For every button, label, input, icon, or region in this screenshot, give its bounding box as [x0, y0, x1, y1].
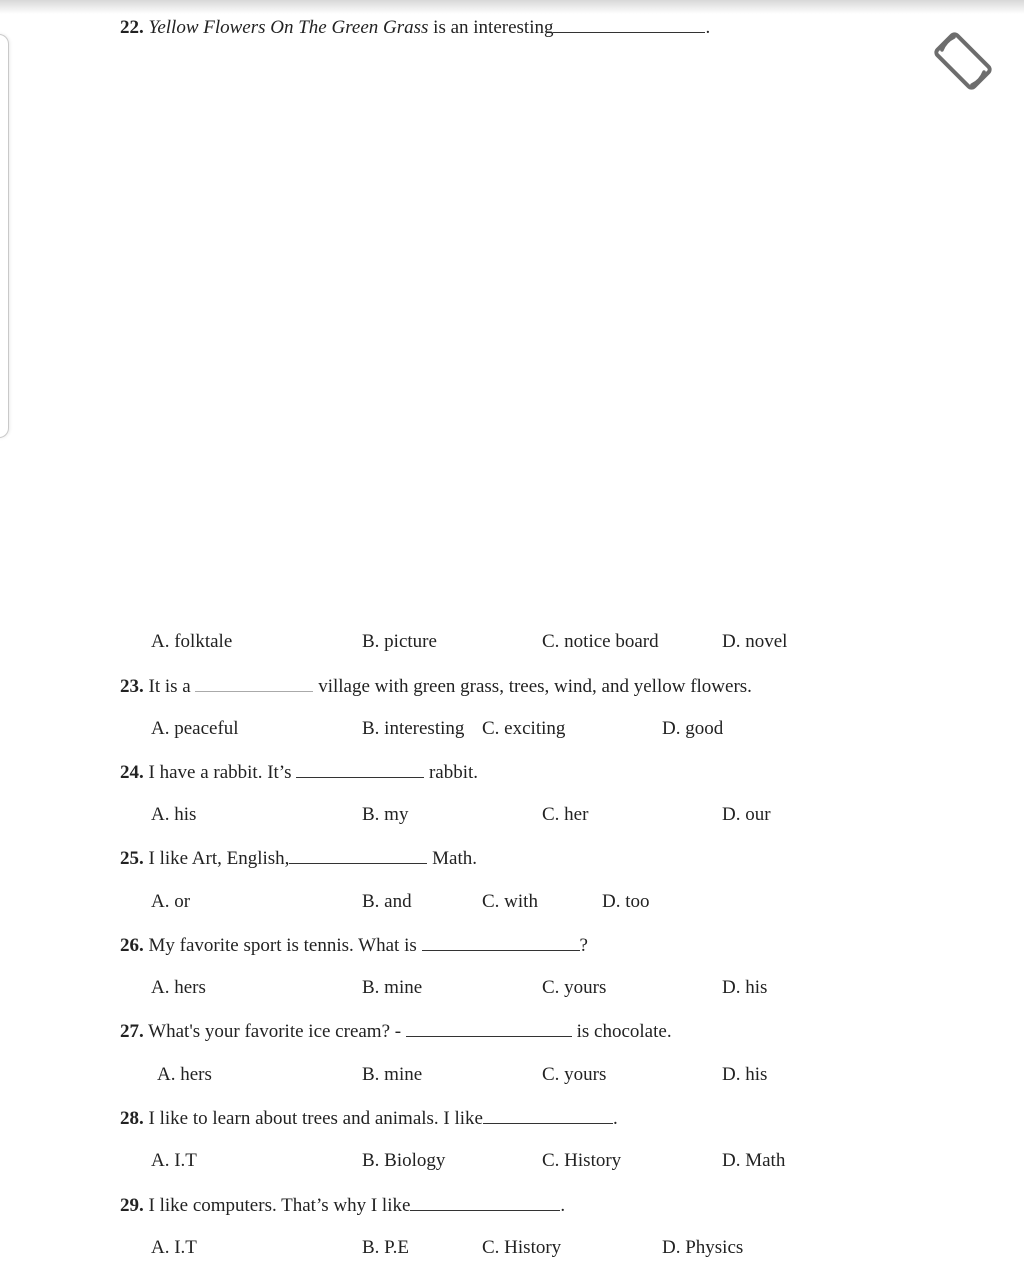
option-b[interactable]: B. mine — [362, 977, 423, 998]
top-shadow — [0, 0, 1024, 14]
option-a[interactable]: A. or — [151, 891, 191, 912]
option-d[interactable]: D. his — [722, 1064, 768, 1085]
question-number: 28. — [120, 1108, 144, 1129]
question-28 — [120, 1106, 618, 1131]
question-number: 25. — [120, 848, 144, 869]
question-23 — [120, 674, 752, 699]
answer-blank — [296, 760, 424, 778]
question-text: My favorite sport is tennis. What is — [148, 935, 417, 956]
question-number: 22. — [120, 17, 144, 38]
answer-blank — [553, 15, 705, 33]
screen-rotate-button[interactable] — [930, 28, 996, 94]
option-a[interactable]: A. I.T — [151, 1237, 197, 1258]
question-number: 23. — [120, 676, 144, 697]
question-text: I like to learn about trees and animals. I like — [148, 1108, 483, 1129]
answer-blank — [410, 1193, 560, 1211]
question-text-end: . — [560, 1195, 566, 1216]
option-b[interactable]: B. and — [362, 891, 412, 912]
option-b[interactable]: B. interesting — [362, 718, 465, 739]
screen-rotate-icon — [930, 28, 996, 94]
option-b[interactable]: B. P.E — [362, 1237, 409, 1258]
question-number: 29. — [120, 1195, 144, 1216]
option-d[interactable]: D. our — [722, 804, 771, 825]
option-a[interactable]: A. hers — [157, 1064, 212, 1085]
question-29 — [120, 1193, 565, 1218]
option-a[interactable]: A. hers — [151, 977, 206, 998]
option-c[interactable]: C. notice board — [542, 631, 659, 652]
question-27 — [120, 1019, 672, 1044]
option-c[interactable]: C. History — [482, 1237, 562, 1258]
answer-blank — [483, 1106, 613, 1124]
question-text: What's your favorite ice cream? - — [148, 1021, 402, 1042]
question-text: It is a — [148, 676, 191, 697]
option-d[interactable]: D. Math — [722, 1150, 786, 1171]
story-title: Yellow Flowers On The Green Grass — [148, 17, 429, 38]
question-text-end: village with green grass, trees, wind, and yellow flowers. — [318, 676, 752, 697]
option-c[interactable]: C. History — [542, 1150, 622, 1171]
option-b[interactable]: B. my — [362, 804, 409, 825]
question-number: 27. — [120, 1021, 144, 1042]
option-c[interactable]: C. exciting — [482, 718, 566, 739]
side-panel-handle[interactable] — [0, 34, 9, 438]
answer-blank — [289, 846, 427, 864]
option-d[interactable]: D. too — [602, 891, 650, 912]
option-c[interactable]: C. her — [542, 804, 589, 825]
option-c[interactable]: C. yours — [542, 977, 607, 998]
option-a[interactable]: A. folktale — [151, 631, 233, 652]
question-text: I like Art, English, — [148, 848, 290, 869]
option-d[interactable]: D. his — [722, 977, 768, 998]
question-text-end: . — [705, 17, 711, 38]
option-d[interactable]: D. good — [662, 718, 724, 739]
option-a[interactable]: A. his — [151, 804, 197, 825]
question-number: 24. — [120, 762, 144, 783]
option-b[interactable]: B. mine — [362, 1064, 423, 1085]
option-c[interactable]: C. yours — [542, 1064, 607, 1085]
option-c[interactable]: C. with — [482, 891, 538, 912]
option-b[interactable]: B. Biology — [362, 1150, 446, 1171]
question-text-end: . — [613, 1108, 618, 1129]
question-26 — [120, 933, 588, 958]
question-text-end: ? — [579, 935, 588, 956]
option-d[interactable]: D. novel — [722, 631, 788, 652]
question-22 — [120, 15, 710, 40]
question-text: I have a rabbit. It’s — [148, 762, 292, 783]
question-24 — [120, 760, 478, 785]
question-text: is an interesting — [433, 17, 554, 38]
option-a[interactable]: A. I.T — [151, 1150, 197, 1171]
answer-blank — [422, 933, 580, 951]
answer-blank — [195, 674, 313, 692]
question-text: I like computers. That’s why I like — [148, 1195, 411, 1216]
question-number: 26. — [120, 935, 144, 956]
question-text-end: is chocolate. — [576, 1021, 672, 1042]
question-text-end: rabbit. — [428, 762, 479, 783]
option-d[interactable]: D. Physics — [662, 1237, 744, 1258]
option-b[interactable]: B. picture — [362, 631, 437, 652]
question-text-end: Math. — [432, 848, 478, 869]
answer-blank — [406, 1019, 572, 1037]
question-25 — [120, 846, 477, 871]
option-a[interactable]: A. peaceful — [151, 718, 239, 739]
